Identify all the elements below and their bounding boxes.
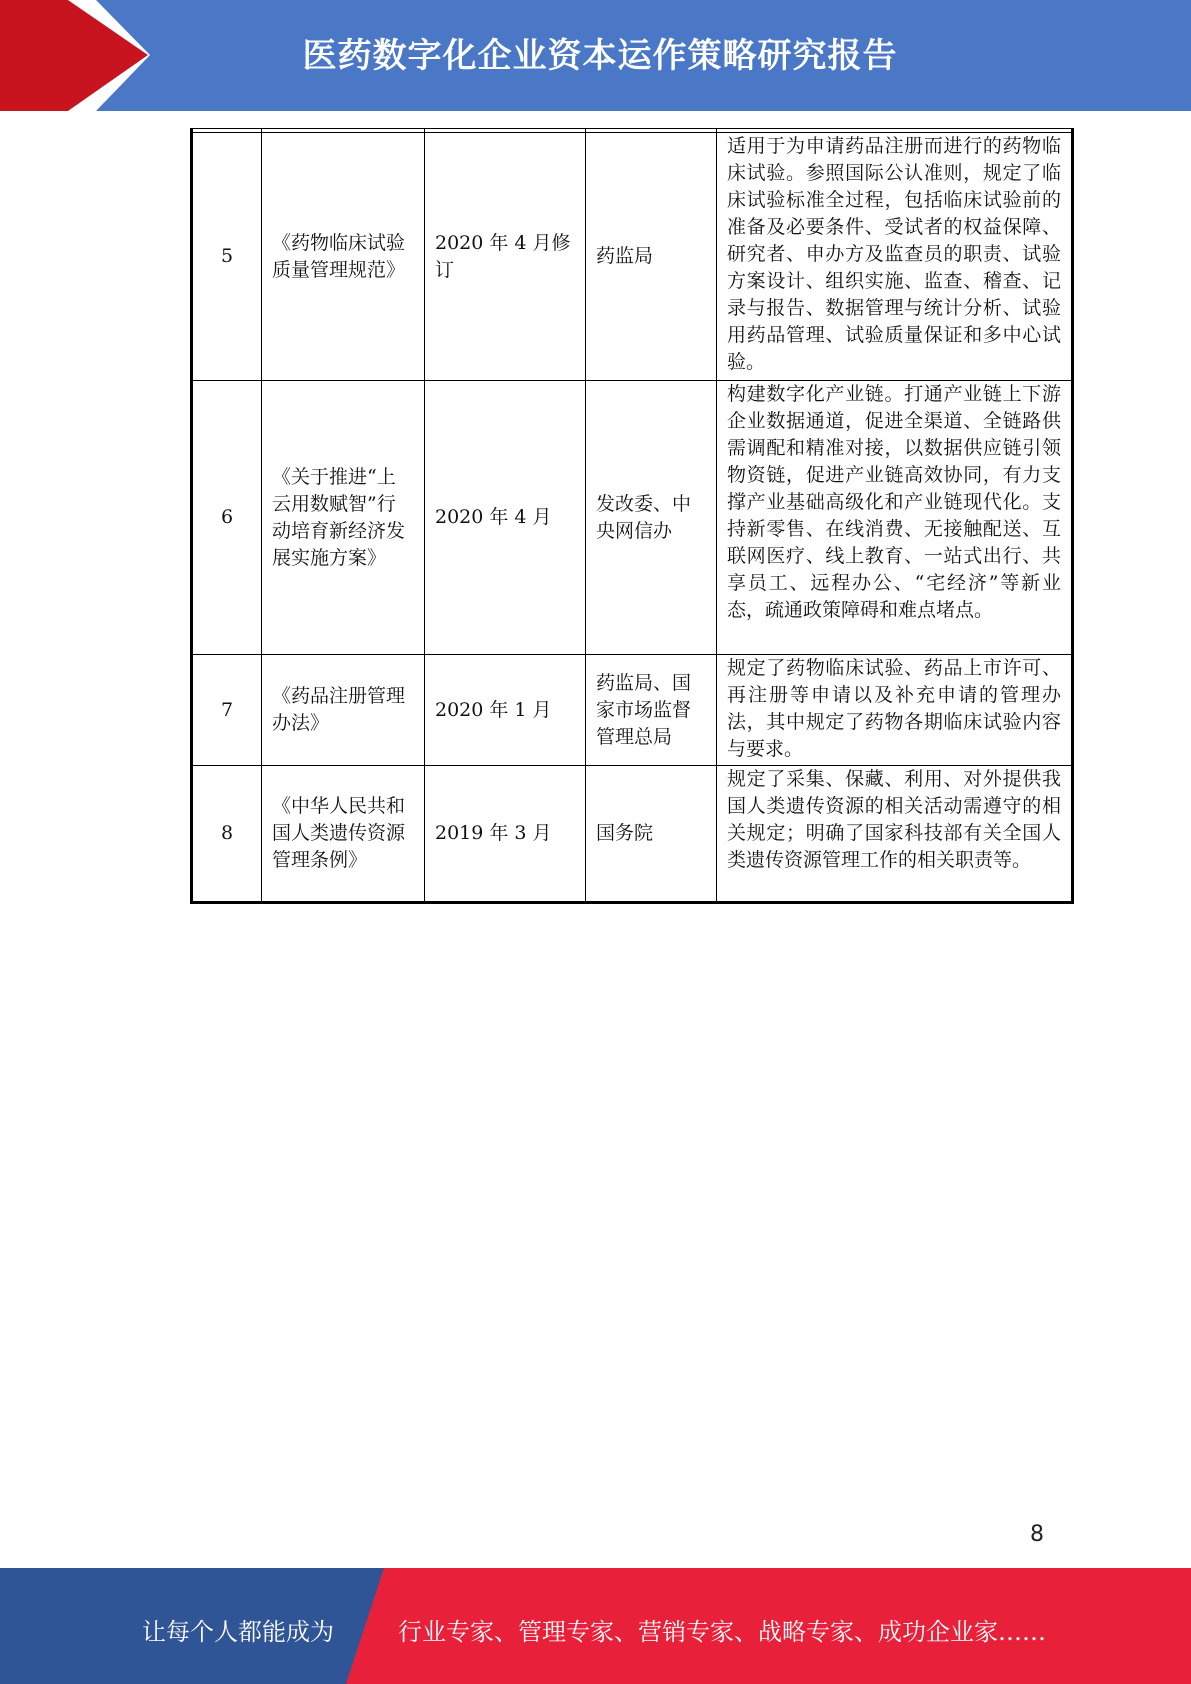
regulation-table-container <box>190 128 1071 904</box>
report-title: 医药数字化企业资本运作策略研究报告 <box>302 36 898 76</box>
issue-date: 2020 年 4 月修订 <box>425 133 586 381</box>
row-number: 5 <box>192 133 262 381</box>
regulation-description: 规定了采集、保藏、利用、对外提供我国人类遗传资源的相关活动需遵守的相关规定；明确了国家科技部有关全国人类遗传资源管理工作的相关职责等。 <box>717 766 1073 903</box>
regulation-description: 规定了药物临床试验、药品上市许可、再注册等申请以及补充申请的管理办法，其中规定了药物各期临床试验内容与要求。 <box>717 655 1073 766</box>
footer-slogan-right: 行业专家、管理专家、营销专家、战略专家、成功企业家…… <box>398 1618 1046 1646</box>
issuing-department: 发改委、中央网信办 <box>586 381 717 655</box>
row-number: 6 <box>192 381 262 655</box>
regulation-description: 适用于为申请药品注册而进行的药物临床试验。参照国际公认准则，规定了临床试验标准全过程，包括临床试验前的准备及必要条件、受试者的权益保障、研究者、申办方及监查员的职责、试验方案设计、组织实施、监查、稽查、记录与报告、数据管理与统计分析、试验用药品管理、试验质量保证和多中心试验。 <box>717 133 1073 381</box>
regulation-name: 《药物临床试验质量管理规范》 <box>262 133 425 381</box>
table-row <box>192 655 1073 766</box>
issue-date: 2020 年 4 月 <box>425 381 586 655</box>
issue-date: 2019 年 3 月 <box>425 766 586 903</box>
table-row <box>192 133 1073 381</box>
regulation-name: 《中华人民共和国人类遗传资源管理条例》 <box>262 766 425 903</box>
header-banner <box>0 0 1191 111</box>
regulation-name: 《关于推进“上云用数赋智”行动培育新经济发展实施方案》 <box>262 381 425 655</box>
row-number: 8 <box>192 766 262 903</box>
regulation-table <box>190 128 1074 904</box>
page-number: 8 <box>1030 1522 1044 1547</box>
row-number: 7 <box>192 655 262 766</box>
issuing-department: 药监局、国家市场监督管理总局 <box>586 655 717 766</box>
footer-slogan-left: 让每个人都能成为 <box>142 1618 334 1646</box>
table-row <box>192 381 1073 655</box>
issuing-department: 药监局 <box>586 133 717 381</box>
issue-date: 2020 年 1 月 <box>425 655 586 766</box>
table-row <box>192 766 1073 903</box>
footer-banner <box>0 1568 1191 1684</box>
regulation-name: 《药品注册管理办法》 <box>262 655 425 766</box>
regulation-description: 构建数字化产业链。打通产业链上下游企业数据通道，促进全渠道、全链路供需调配和精准对接，以数据供应链引领物资链，促进产业链高效协同，有力支撑产业基础高级化和产业链现代化。支持新零售、在线消费、无接触配送、互联网医疗、线上教育、一站式出行、共享员工、远程办公、“宅经济”等新业态，疏通政策障碍和难点堵点。 <box>717 381 1073 655</box>
issuing-department: 国务院 <box>586 766 717 903</box>
